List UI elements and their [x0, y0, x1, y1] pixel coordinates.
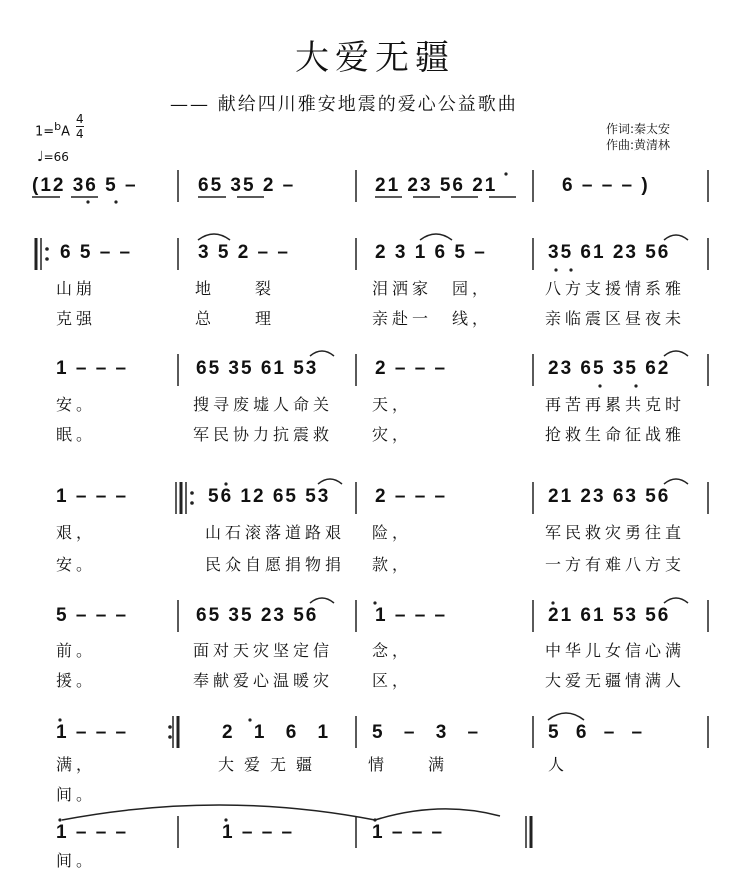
- lyric-r3-v2-m3: 灾，: [372, 425, 413, 444]
- lyric-r5-v2-m1: 援。: [56, 671, 97, 690]
- repeat-dot: [45, 247, 49, 251]
- lyric-r4-v1-m3: 险，: [372, 523, 413, 542]
- measure-r3-m1: 1 – – –: [56, 358, 129, 379]
- lyric-r5-v1-m3: 念，: [372, 641, 413, 660]
- lyricist-credit: 作词:秦太安: [606, 122, 671, 136]
- measure-r5-m1: 5 – – –: [56, 605, 129, 626]
- slur: [310, 351, 334, 356]
- slur: [198, 234, 230, 240]
- measure-r1-m2: 65 35 2 –: [198, 175, 296, 196]
- slur: [664, 598, 688, 603]
- song-title: 大爱无疆: [295, 38, 455, 78]
- measure-r3-m2: 65 35 61 53: [196, 358, 319, 379]
- measure-r4-m1: 1 – – –: [56, 486, 129, 507]
- measure-r5-m2: 65 35 23 56: [196, 605, 319, 626]
- lyric-r3-v1-m2: 搜寻废墟人命关: [193, 395, 334, 414]
- lyric-r4-v2-m2: 民众自愿捐物捐: [205, 555, 346, 574]
- lyric-r2-v2-m2: 总 理: [195, 309, 276, 328]
- measure-r7-m1: 1 – – –: [56, 822, 129, 843]
- tie: [375, 809, 500, 820]
- slur: [664, 479, 688, 484]
- octave-dot: [373, 601, 376, 604]
- measure-r7-m3: 1 – – –: [372, 822, 445, 843]
- lyric-r6-v2-m1: 间。: [56, 785, 97, 804]
- lyric-r5-v2-m4: 大爱无疆情满人: [545, 671, 686, 690]
- composer-credit: 作曲:黄清林: [606, 138, 671, 152]
- low-octave-dot: [114, 200, 117, 203]
- octave-dot: [224, 482, 227, 485]
- slur: [664, 351, 688, 356]
- measure-r7-m2: 1 – – –: [222, 822, 295, 843]
- song-subtitle: —— 献给四川雅安地震的爱心公益歌曲: [170, 94, 518, 115]
- slur: [420, 234, 452, 240]
- lyric-r2-v1-m3: 泪洒家 园，: [372, 279, 493, 298]
- lyric-r5-v1-m2: 面对天灾坚定信: [193, 641, 334, 660]
- measure-r6-m2: 2 1 6 1: [222, 722, 337, 743]
- octave-dot: [224, 818, 227, 821]
- key-prefix: 1=: [35, 124, 55, 140]
- lyric-r3-v1-m3: 天，: [372, 395, 413, 414]
- measure-r2-m2: 3 5 2 – –: [198, 242, 290, 263]
- measure-r4-m3: 2 – – –: [375, 486, 448, 507]
- lyric-r2-v2-m4: 亲临震区昼夜未: [545, 309, 686, 328]
- measure-r5-m3: 1 – – –: [375, 605, 448, 626]
- lyric-r6-v1-m3: 情 满: [368, 755, 449, 774]
- time-signature-top: 4: [76, 112, 84, 126]
- lyric-r3-v2-m1: 眠。: [56, 425, 97, 444]
- measure-r2-m4: 35 61 23 56: [548, 242, 671, 263]
- measure-r2-m3: 2 3 1 6 5 –: [375, 242, 487, 263]
- lyric-r4-v1-m4: 军民救灾勇往直: [545, 523, 686, 542]
- lyric-r3-v1-m1: 安。: [56, 395, 97, 414]
- measure-r6-m3: 5 – 3 –: [372, 722, 487, 743]
- repeat-dot: [168, 725, 172, 729]
- time-signature-bottom: 4: [76, 127, 84, 141]
- lyric-r2-v1-m4: 八方支援情系雅: [545, 279, 686, 298]
- lyric-r5-v2-m2: 奉献爱心温暖灾: [193, 671, 334, 690]
- lyric-r5-v1-m4: 中华儿女信心满: [545, 641, 686, 660]
- lyric-r2-v2-m1: 克强: [56, 309, 97, 328]
- octave-dot: [58, 818, 61, 821]
- measure-r1-m4: 6 – – – ): [562, 175, 650, 196]
- lyric-r3-v2-m4: 抢救生命征战雅: [545, 425, 686, 444]
- lyric-r3-v1-m4: 再苦再累共克时: [545, 395, 686, 414]
- lyric-r2-v1-m1: 山崩: [56, 279, 97, 298]
- measure-r3-m3: 2 – – –: [375, 358, 448, 379]
- measure-r5-m4: 21 61 53 56: [548, 605, 671, 626]
- octave-dot: [373, 818, 376, 821]
- repeat-dot: [45, 257, 49, 261]
- lyric-r5-v2-m3: 区，: [372, 671, 413, 690]
- octave-dot: [504, 172, 507, 175]
- repeat-dot: [190, 501, 194, 505]
- measure-r4-m4: 21 23 63 56: [548, 486, 671, 507]
- octave-dot: [551, 601, 554, 604]
- lyric-r4-v1-m2: 山石滚落道路艰: [205, 523, 346, 542]
- octave-dot: [248, 718, 251, 721]
- repeat-dot: [168, 735, 172, 739]
- lyric-r3-v2-m2: 军民协力抗震救: [193, 425, 334, 444]
- measure-r3-m4: 23 65 35 62: [548, 358, 671, 379]
- low-octave-dot: [554, 268, 557, 271]
- lyric-r7-v1-m1: 间。: [56, 851, 97, 870]
- measure-r6-m1: 1 – – –: [56, 722, 129, 743]
- repeat-dot: [190, 491, 194, 495]
- lyric-r6-v1-m1: 满，: [56, 755, 97, 774]
- low-octave-dot: [598, 384, 601, 387]
- tempo-value: =66: [43, 150, 69, 164]
- low-octave-dot: [569, 268, 572, 271]
- key-note: A: [61, 124, 71, 140]
- slur: [310, 598, 334, 603]
- lyric-r4-v2-m1: 安。: [56, 555, 97, 574]
- lyric-r2-v2-m3: 亲赴一 线，: [372, 309, 493, 328]
- lyric-r4-v1-m1: 艰，: [56, 523, 97, 542]
- slur: [664, 235, 688, 240]
- flat-sign: b: [54, 120, 62, 133]
- lyric-r6-v1-m2: 大爱无疆: [218, 755, 323, 774]
- octave-dot: [58, 718, 61, 721]
- slur: [548, 713, 584, 720]
- slur: [318, 479, 342, 484]
- measure-r1-m1: (12 36 5 –: [32, 175, 138, 196]
- low-octave-dot: [634, 384, 637, 387]
- lyric-r6-v1-m4: 人: [548, 755, 569, 774]
- measure-r6-m4: 5 6 – –: [548, 722, 649, 743]
- measure-r2-m1: 6 5 – –: [60, 242, 133, 263]
- measure-r1-m3: 21 23 56 21: [375, 175, 498, 196]
- tie: [62, 805, 375, 820]
- lyric-r4-v2-m4: 一方有难八方支: [545, 555, 686, 574]
- measure-r4-m2: 56 12 65 53: [208, 486, 331, 507]
- lyric-r4-v2-m3: 款，: [372, 555, 413, 574]
- lyric-r2-v1-m2: 地 裂: [195, 279, 276, 298]
- quarter-note-icon: ♩: [37, 149, 44, 165]
- lyric-r5-v1-m1: 前。: [56, 641, 97, 660]
- low-octave-dot: [86, 200, 89, 203]
